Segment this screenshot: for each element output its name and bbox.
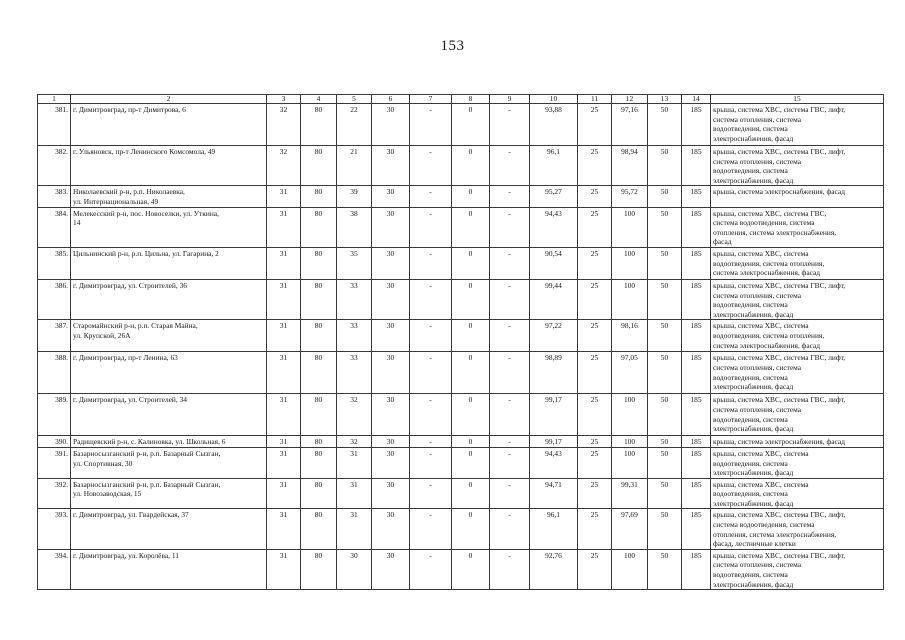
column-number-8: 8 [452,95,490,104]
table-row [38,186,884,207]
col-11-cell: 25 [578,320,612,352]
col-12-cell: 98,94 [612,146,648,186]
col-9-cell: - [490,549,530,589]
address-cell: г. Димитровград, пр-т Димитрова, 6 [71,104,267,146]
col-13-cell: 50 [648,509,682,549]
col-11-cell: 25 [578,186,612,207]
col-11-cell: 25 [578,279,612,319]
col-5-cell: 30 [337,549,372,589]
column-number-13: 13 [648,95,682,104]
works-line: водоотведения, система [713,570,788,580]
works-list-cell [711,352,884,394]
col-12-cell: 100 [612,549,648,589]
col-10-cell: 93,88 [530,104,578,146]
col-8-cell: 0 [452,320,490,352]
col-8-cell: 0 [452,186,490,207]
address-line: ул. Спортивная, 30 [73,458,133,468]
works-line: фасад, лестничные клетки [713,539,796,549]
col-12-cell: 95,72 [612,186,648,207]
address-line: Старомайнский р-н, р.п. Старая Майна, [73,321,198,331]
col-7-cell: - [410,509,452,549]
works-line: система электроснабжения, фасад [713,340,821,350]
row-number-cell: 384. [38,207,71,247]
col-9-cell: - [490,436,530,448]
col-4-cell: 80 [301,207,337,247]
col-7-cell: - [410,352,452,394]
table-row [38,207,884,247]
col-12-cell: 100 [612,447,648,478]
address-cell [71,478,267,509]
row-number-cell: 381. [38,104,71,146]
col-12-cell: 97,05 [612,352,648,394]
works-line: электроснабжения, фасад [713,133,794,143]
col-3-cell: 31 [267,447,301,478]
col-9-cell: - [490,478,530,509]
col-8-cell: 0 [452,447,490,478]
col-9-cell: - [490,146,530,186]
table-row [38,447,884,478]
col-8-cell: 0 [452,146,490,186]
col-4-cell: 80 [301,146,337,186]
col-11-cell: 25 [578,436,612,448]
col-4-cell: 80 [301,320,337,352]
works-line: водоотведения, система [713,489,788,499]
col-3-cell: 31 [267,279,301,319]
works-line: крыша, система ХВС, система [713,321,809,331]
col-13-cell: 50 [648,247,682,279]
col-10-cell: 95,27 [530,186,578,207]
col-6-cell: 30 [372,447,410,478]
col-8-cell: 0 [452,436,490,448]
col-8-cell: 0 [452,549,490,589]
row-number-cell: 387. [38,320,71,352]
works-line: крыша, система электроснабжения, фасад [713,437,845,447]
column-number-5: 5 [337,95,372,104]
col-3-cell: 31 [267,247,301,279]
col-11-cell: 25 [578,478,612,509]
row-number-cell: 392. [38,478,71,509]
col-13-cell: 50 [648,436,682,448]
works-line: крыша, система электроснабжения, фасад [713,187,845,197]
col-3-cell: 31 [267,394,301,436]
col-6-cell: 30 [372,549,410,589]
works-line: водоотведения, система [713,414,788,424]
works-line: водоотведения, система отопления, [713,330,825,340]
col-4-cell: 80 [301,549,337,589]
col-14-cell: 185 [682,394,711,436]
column-number-11: 11 [578,95,612,104]
col-13-cell: 50 [648,394,682,436]
works-line: электроснабжения, фасад [713,498,794,508]
works-line: водоотведения, система [713,166,788,176]
column-number-12: 12 [612,95,648,104]
col-14-cell: 185 [682,549,711,589]
column-number-4: 4 [301,95,337,104]
col-13-cell: 50 [648,447,682,478]
col-9-cell: - [490,509,530,549]
works-list-cell [711,104,884,146]
col-12-cell: 100 [612,436,648,448]
col-9-cell: - [490,247,530,279]
col-9-cell: - [490,394,530,436]
column-number-9: 9 [490,95,530,104]
address-cell: г. Ульяновск, пр-т Ленинского Комсомола, 49 [71,146,267,186]
works-list-cell [711,207,884,247]
address-line: 14 [73,218,81,228]
col-8-cell: 0 [452,279,490,319]
col-3-cell: 31 [267,320,301,352]
address-cell: г. Димитровград, ул. Гвардейская, 37 [71,509,267,549]
col-14-cell: 185 [682,352,711,394]
table-row [38,279,884,319]
table-row [38,352,884,394]
col-6-cell: 30 [372,146,410,186]
row-number-cell: 393. [38,509,71,549]
col-5-cell: 31 [337,478,372,509]
works-line: отопления, система электроснабжения, [713,227,837,237]
col-14-cell: 185 [682,478,711,509]
col-6-cell: 30 [372,509,410,549]
works-list-cell [711,447,884,478]
works-line: крыша, система ХВС, система [713,248,809,258]
col-13-cell: 50 [648,352,682,394]
works-list-cell [711,509,884,549]
col-5-cell: 32 [337,436,372,448]
works-list-cell [711,436,884,448]
col-12-cell: 97,69 [612,509,648,549]
col-3-cell: 31 [267,509,301,549]
works-line: система отопления, система [713,362,802,372]
column-number-row [38,95,884,104]
col-5-cell: 35 [337,247,372,279]
col-14-cell: 185 [682,247,711,279]
works-line: водоотведения, система [713,124,788,134]
address-line: Базарносызганский р-н, р.п. Базарный Сызган, [73,448,221,458]
row-number-cell: 385. [38,247,71,279]
col-5-cell: 33 [337,320,372,352]
works-line: водоотведения, система отопления, [713,258,825,268]
works-line: водоотведения, система [713,300,788,310]
works-line: крыша, система ХВС, система ГВС, лифт, [713,147,846,156]
col-14-cell: 185 [682,320,711,352]
col-14-cell: 185 [682,279,711,319]
col-9-cell: - [490,320,530,352]
col-7-cell: - [410,146,452,186]
col-6-cell: 30 [372,279,410,319]
col-8-cell: 0 [452,104,490,146]
table-row [38,146,884,186]
table-row [38,478,884,509]
col-14-cell: 185 [682,146,711,186]
col-8-cell: 0 [452,207,490,247]
address-cell: г. Димитровград, пр-т Ленина, 63 [71,352,267,394]
col-8-cell: 0 [452,247,490,279]
col-4-cell: 80 [301,478,337,509]
address-line: Мелекесский р-н, пос. Новоселки, ул. Уткина, [73,208,219,218]
works-line: крыша, система ХВС, система ГВС, лифт, [713,395,846,405]
works-line: система электроснабжения, фасад [713,268,821,278]
col-6-cell: 30 [372,104,410,146]
col-7-cell: - [410,320,452,352]
col-12-cell: 99,31 [612,478,648,509]
col-13-cell: 50 [648,104,682,146]
works-line: электроснабжения, фасад [713,382,794,392]
col-13-cell: 50 [648,549,682,589]
works-line: электроснабжения, фасад [713,468,794,478]
column-number-10: 10 [530,95,578,104]
row-number-cell: 394. [38,549,71,589]
col-6-cell: 30 [372,320,410,352]
row-number-cell: 382. [38,146,71,186]
col-12-cell: 100 [612,247,648,279]
address-cell: г. Димитровград, ул. Строителей, 34 [71,394,267,436]
works-line: электроснабжения, фасад [713,175,794,185]
col-11-cell: 25 [578,207,612,247]
col-6-cell: 30 [372,436,410,448]
col-14-cell: 185 [682,447,711,478]
col-10-cell: 94,71 [530,478,578,509]
col-8-cell: 0 [452,394,490,436]
works-line: система отопления, система [713,156,802,166]
works-line: крыша, система ХВС, система ГВС, лифт, [713,105,846,114]
col-14-cell: 185 [682,207,711,247]
address-cell [71,447,267,478]
works-line: водоотведения, система [713,372,788,382]
works-line: электроснабжения, фасад [713,424,794,434]
col-10-cell: 99,17 [530,394,578,436]
col-6-cell: 30 [372,186,410,207]
address-cell: Цильнинский р-н, р.п. Цильна, ул. Гагарина, 2 [71,247,267,279]
col-6-cell: 30 [372,247,410,279]
col-3-cell: 32 [267,104,301,146]
col-3-cell: 32 [267,146,301,186]
address-cell [71,320,267,352]
col-6-cell: 30 [372,478,410,509]
works-line: система отопления, система [713,560,802,570]
col-12-cell: 97,16 [612,104,648,146]
col-7-cell: - [410,478,452,509]
col-11-cell: 25 [578,394,612,436]
col-4-cell: 80 [301,186,337,207]
works-line: крыша, система ХВС, система [713,479,809,489]
col-4-cell: 80 [301,436,337,448]
col-13-cell: 50 [648,279,682,319]
col-7-cell: - [410,279,452,319]
row-number-cell: 388. [38,352,71,394]
column-number-7: 7 [410,95,452,104]
address-line: Базарносызганский р-н, р.п. Базарный Сызган, [73,479,221,489]
works-line: крыша, система ХВС, система ГВС, лифт, [713,550,846,560]
col-10-cell: 94,43 [530,207,578,247]
col-13-cell: 50 [648,146,682,186]
col-10-cell: 98,89 [530,352,578,394]
repair-program-table [37,94,884,590]
col-7-cell: - [410,207,452,247]
col-10-cell: 92,76 [530,549,578,589]
col-14-cell: 185 [682,436,711,448]
col-14-cell: 185 [682,104,711,146]
works-line: система отопления, система [713,114,802,124]
col-9-cell: - [490,207,530,247]
col-5-cell: 21 [337,146,372,186]
col-5-cell: 39 [337,186,372,207]
col-13-cell: 50 [648,186,682,207]
col-9-cell: - [490,279,530,319]
col-8-cell: 0 [452,478,490,509]
col-5-cell: 31 [337,509,372,549]
col-10-cell: 94,43 [530,447,578,478]
table-row [38,509,884,549]
col-11-cell: 25 [578,549,612,589]
col-4-cell: 80 [301,247,337,279]
col-14-cell: 185 [682,186,711,207]
col-4-cell: 80 [301,447,337,478]
col-6-cell: 30 [372,394,410,436]
col-11-cell: 25 [578,352,612,394]
col-4-cell: 80 [301,279,337,319]
works-line: электроснабжения, фасад [713,579,794,589]
col-7-cell: - [410,247,452,279]
row-number-cell: 391. [38,447,71,478]
col-13-cell: 50 [648,207,682,247]
row-number-cell: 390. [38,436,71,448]
col-5-cell: 38 [337,207,372,247]
col-7-cell: - [410,549,452,589]
works-list-cell [711,247,884,279]
column-number-1: 1 [38,95,71,104]
works-list-cell [711,549,884,589]
col-5-cell: 32 [337,394,372,436]
address-line: ул. Интернациональная, 49 [73,196,159,206]
col-11-cell: 25 [578,509,612,549]
col-6-cell: 30 [372,352,410,394]
col-11-cell: 25 [578,104,612,146]
works-line: система отопления, система [713,404,802,414]
col-5-cell: 33 [337,279,372,319]
col-4-cell: 80 [301,104,337,146]
col-9-cell: - [490,104,530,146]
col-7-cell: - [410,186,452,207]
table-row [38,436,884,448]
address-cell: г. Димитровград, ул. Строителей, 36 [71,279,267,319]
table-row [38,549,884,589]
works-line: система отопления, система [713,290,802,300]
works-line: водоотведения, система [713,458,788,468]
col-11-cell: 25 [578,447,612,478]
col-10-cell: 99,17 [530,436,578,448]
col-4-cell: 80 [301,509,337,549]
col-5-cell: 33 [337,352,372,394]
col-10-cell: 96,1 [530,509,578,549]
address-cell: Радищевский р-н, с. Калиновка, ул. Школьная, 6 [71,436,267,448]
col-3-cell: 31 [267,186,301,207]
row-number-cell: 383. [38,186,71,207]
col-3-cell: 31 [267,436,301,448]
works-line: крыша, система ХВС, система ГВС, лифт, [713,510,846,520]
col-9-cell: - [490,447,530,478]
column-number-3: 3 [267,95,301,104]
address-cell [71,207,267,247]
address-cell [71,186,267,207]
column-number-14: 14 [682,95,711,104]
col-12-cell: 100 [612,207,648,247]
col-3-cell: 31 [267,549,301,589]
address-line: Николаевский р-н, р.п. Николаевка, [73,187,185,197]
address-line: ул. Крупской, 26А [73,330,131,340]
row-number-cell: 386. [38,279,71,319]
works-list-cell [711,320,884,352]
table-row [38,247,884,279]
works-line: крыша, система ХВС, система ГВС, лифт, [713,280,846,290]
works-line: крыша, система ХВС, система ГВС, [713,208,827,218]
col-10-cell: 97,22 [530,320,578,352]
table-row [38,394,884,436]
col-7-cell: - [410,104,452,146]
row-number-cell: 389. [38,394,71,436]
works-line: отопления, система электроснабжения, [713,529,837,539]
col-4-cell: 80 [301,394,337,436]
works-list-cell [711,394,884,436]
col-7-cell: - [410,394,452,436]
col-13-cell: 50 [648,320,682,352]
col-9-cell: - [490,186,530,207]
table-row [38,320,884,352]
col-12-cell: 100 [612,394,648,436]
col-6-cell: 30 [372,207,410,247]
col-13-cell: 50 [648,478,682,509]
works-list-cell [711,146,884,186]
works-list-cell [711,478,884,509]
works-list-cell [711,186,884,207]
col-14-cell: 185 [682,509,711,549]
page-number: 153 [440,38,465,54]
col-7-cell: - [410,436,452,448]
column-number-2: 2 [71,95,267,104]
col-4-cell: 80 [301,352,337,394]
col-5-cell: 22 [337,104,372,146]
col-3-cell: 31 [267,207,301,247]
col-10-cell: 96,1 [530,146,578,186]
col-10-cell: 99,44 [530,279,578,319]
col-11-cell: 25 [578,247,612,279]
works-list-cell [711,279,884,319]
col-12-cell: 100 [612,279,648,319]
address-line: ул. Новозаводская, 15 [73,489,142,499]
column-number-15: 15 [711,95,884,104]
col-8-cell: 0 [452,509,490,549]
table-row [38,104,884,146]
works-line: крыша, система ХВС, система [713,448,809,458]
col-7-cell: - [410,447,452,478]
col-12-cell: 98,16 [612,320,648,352]
works-line: система водоотведения, система [713,520,815,530]
col-5-cell: 31 [337,447,372,478]
address-cell: г. Димитровград, ул. Королёва, 11 [71,549,267,589]
col-10-cell: 90,54 [530,247,578,279]
col-3-cell: 31 [267,478,301,509]
works-line: электроснабжения, фасад [713,309,794,319]
col-11-cell: 25 [578,146,612,186]
col-9-cell: - [490,352,530,394]
table-body [38,104,884,590]
column-number-6: 6 [372,95,410,104]
works-line: система водоотведения, система [713,218,815,228]
col-3-cell: 31 [267,352,301,394]
works-line: крыша, система ХВС, система ГВС, лифт, [713,353,846,363]
works-line: фасад [713,237,732,247]
col-8-cell: 0 [452,352,490,394]
